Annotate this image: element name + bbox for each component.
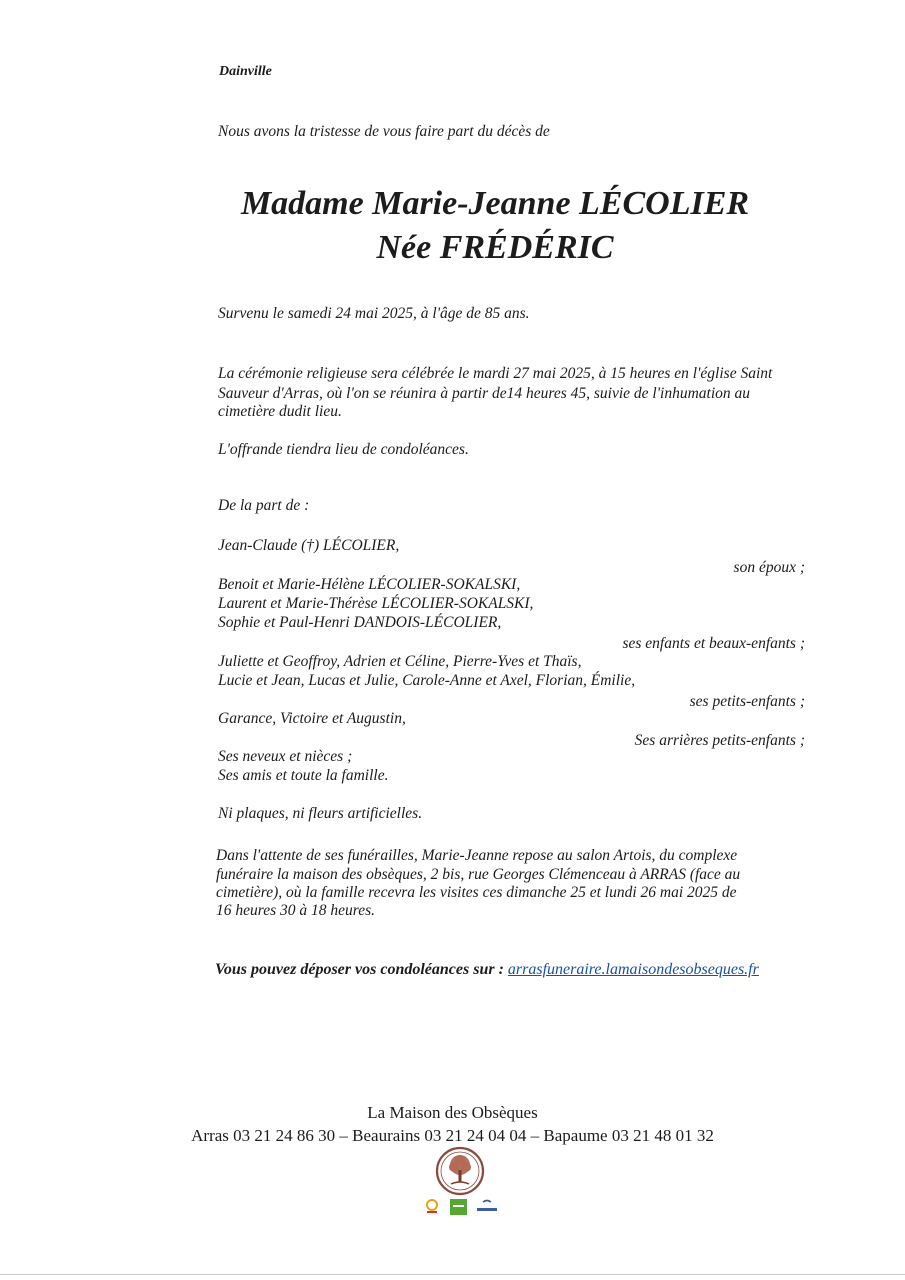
ceremony-line-1: La cérémonie religieuse sera célébrée le mardi 27 mai 2025, à 15 heures en l'église Saint: [218, 365, 773, 382]
phone-numbers: Arras 03 21 24 86 30 – Beaurains 03 21 24 04 04 – Bapaume 03 21 48 01 32: [191, 1126, 714, 1145]
visitation-line-1: Dans l'attente de ses funérailles, Marie-Jeanne repose au salon Artois, du complexe: [216, 847, 738, 864]
child-line: Benoit et Marie-Hélène LÉCOLIER-SOKALSKI,: [218, 576, 521, 593]
company-name: La Maison des Obsèques: [367, 1103, 538, 1122]
partner-logo-orange-icon: [424, 1199, 440, 1220]
bottom-rule: [0, 1274, 905, 1275]
spouse-role: son époux ;: [733, 559, 805, 576]
grandchildren-role: ses petits-enfants ;: [689, 693, 805, 710]
ceremony-line-3: cimetière dudit lieu.: [218, 403, 342, 420]
visitation-line-4: 16 heures 30 à 18 heures.: [216, 902, 375, 919]
spouse-name: Jean-Claude (†) LÉCOLIER,: [218, 537, 400, 554]
child-line: Laurent et Marie-Thérèse LÉCOLIER-SOKALSKI,: [218, 595, 534, 612]
children-role: ses enfants et beaux-enfants ;: [622, 635, 805, 652]
condolences-link[interactable]: arrasfuneraire.lamaisondesobseques.fr: [507, 961, 759, 978]
intro-text: Nous avons la tristesse de vous faire part du décès de: [218, 123, 550, 140]
others-line: Ses amis et toute la famille.: [218, 767, 389, 784]
condolences-row: [215, 960, 759, 979]
grandchildren-line: Lucie et Jean, Lucas et Julie, Carole-Anne et Axel, Florian, Émilie,: [218, 672, 636, 689]
partner-logo-green-icon: [450, 1199, 467, 1220]
visitation-line-2: funéraire la maison des obsèques, 2 bis, rue Georges Clémenceau à ARRAS (face au: [216, 866, 741, 883]
partner-logo-mutac-icon: [475, 1199, 499, 1220]
visitation-line-3: cimetière), où la famille recevra les visites ces dimanche 25 et lundi 26 mai 2025 de: [216, 884, 737, 901]
condolences-label: Vous pouvez déposer vos condoléances sur :: [215, 961, 504, 978]
great-grandchildren-role: Ses arrières petits-enfants ;: [634, 732, 805, 749]
ceremony-line-2: Sauveur d'Arras, où l'on se réunira à partir de14 heures 45, suivie de l'inhumation au: [218, 385, 751, 402]
tree-logo-icon: [435, 1146, 485, 1201]
offering-text: L'offrande tiendra lieu de condoléances.: [218, 441, 469, 458]
location: Dainville: [219, 64, 272, 79]
child-line: Sophie et Paul-Henri DANDOIS-LÉCOLIER,: [218, 614, 502, 631]
death-notice: Survenu le samedi 24 mai 2025, à l'âge de 85 ans.: [218, 305, 530, 322]
no-flowers-text: Ni plaques, ni fleurs artificielles.: [218, 805, 423, 822]
great-grandchildren: Garance, Victoire et Augustin,: [218, 710, 406, 727]
others-line: Ses neveux et nièces ;: [218, 748, 353, 765]
deceased-name: Madame Marie-Jeanne LÉCOLIER: [240, 185, 750, 222]
grandchildren-line: Juliette et Geoffroy, Adrien et Céline, Pierre-Yves et Thaïs,: [218, 653, 582, 670]
from-label: De la part de :: [218, 497, 310, 514]
maiden-name: Née FRÉDÉRIC: [376, 229, 614, 266]
